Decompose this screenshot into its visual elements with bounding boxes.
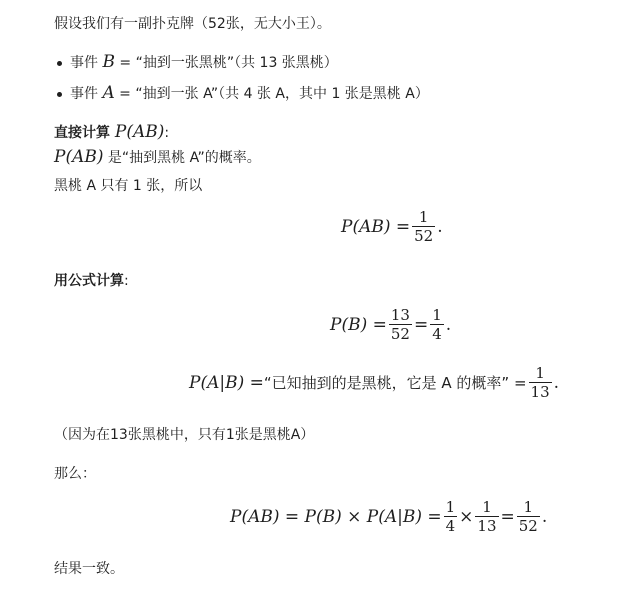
fraction: [430, 306, 444, 343]
numerator: 1: [535, 364, 545, 382]
numerator: 13: [390, 306, 410, 324]
direct-heading-text: 直接计算: [54, 125, 115, 141]
direct-heading-math: P(AB): [114, 122, 165, 142]
conclusion-text: 结果一致。: [54, 561, 124, 577]
final-eq: =: [500, 506, 515, 527]
bullet-dot: [57, 92, 62, 97]
numerator: 1: [523, 498, 534, 516]
formula-heading-text: 用公式计算: [54, 273, 124, 289]
direct-line1: [54, 147, 261, 167]
eq-left: P(AB) =: [341, 216, 411, 237]
formula-note: （因为在13张黑桃中，只有1张是黑桃A）: [54, 427, 315, 443]
fraction: [389, 306, 412, 343]
final-end: .: [541, 506, 548, 527]
bullet-prefix: 事件: [70, 86, 103, 102]
pab-equation: [189, 364, 559, 401]
fraction: [412, 208, 435, 245]
pb-left: P(B) =: [330, 314, 387, 335]
bullet-text: = “抽到一张 A”（共 4 张 A，其中 1 张是黑桃 A）: [114, 86, 429, 102]
bullet-dot: [57, 61, 62, 66]
direct-equation: [341, 208, 443, 245]
fraction: [529, 364, 552, 401]
denominator: 52: [414, 227, 434, 245]
fraction: [475, 498, 498, 535]
bullet-prefix: 事件: [70, 55, 103, 71]
bullet-text: = “抽到一张黑桃”（共 13 张黑桃）: [114, 55, 338, 71]
denominator: 52: [518, 517, 538, 535]
direct-heading: [54, 122, 169, 142]
bullet-item-event-b: [70, 52, 338, 72]
pab-end: .: [553, 372, 560, 393]
pb-eq: =: [413, 314, 429, 335]
denominator: 52: [390, 325, 410, 343]
eq-end: .: [437, 216, 443, 237]
fraction: [444, 498, 458, 535]
final-left: P(AB) = P(B) × P(A|B) =: [230, 506, 442, 527]
fraction: [517, 498, 540, 535]
pb-end: .: [445, 314, 452, 335]
formula-heading-suffix: :: [124, 273, 129, 289]
numerator: 1: [482, 498, 492, 516]
var-b: B: [102, 52, 115, 72]
direct-line1-text: 是“抽到黑桃 A”的概率。: [103, 150, 261, 166]
denominator: 4: [445, 517, 456, 535]
var-a: A: [102, 83, 115, 103]
numerator: 1: [445, 498, 456, 516]
direct-line1-math: P(AB): [54, 147, 104, 167]
pab-text: “已知抽到的是黑桃，它是 A 的概率” =: [263, 374, 527, 392]
pb-equation: [330, 306, 451, 343]
pab-left: P(A|B) =: [189, 372, 264, 393]
direct-line2: 黑桃 A 只有 1 张，所以: [54, 178, 203, 194]
denominator: 13: [530, 383, 550, 401]
direct-heading-suffix: :: [164, 125, 170, 141]
times-sign: ×: [459, 506, 474, 527]
then-text: 那么：: [54, 466, 96, 482]
bullet-item-event-a: [70, 83, 429, 103]
numerator: 1: [418, 208, 429, 226]
denominator: 13: [477, 517, 497, 535]
denominator: 4: [432, 325, 442, 343]
intro-text: 假设我们有一副扑克牌（52张，无大小王）。: [54, 16, 331, 32]
numerator: 1: [432, 306, 442, 324]
formula-heading: [54, 270, 129, 290]
final-equation: [230, 498, 547, 535]
